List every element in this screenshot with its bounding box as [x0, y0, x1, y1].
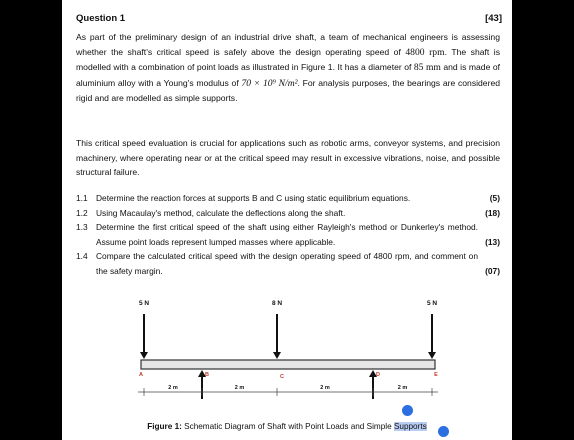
span-label: 2 m	[234, 385, 245, 391]
load-label: 5 N	[426, 300, 438, 307]
task-item	[76, 206, 500, 221]
task-marks: (18)	[485, 207, 500, 218]
span-label: 2 m	[168, 385, 178, 391]
question-marks: [43]	[485, 13, 502, 24]
point-label-d: D	[376, 372, 380, 378]
task-item	[76, 220, 500, 249]
youngs-modulus: 70 × 10⁹ N/m²	[241, 77, 298, 89]
document-page	[62, 0, 512, 440]
shaft-diagram	[62, 290, 512, 420]
intro-text-3: and is made of aluminium alloy with a Young's modulus of	[76, 62, 501, 88]
shaft-diameter: 85 mm	[413, 62, 441, 74]
task-number: 1.4	[76, 251, 88, 262]
selection-handle-end[interactable]	[438, 426, 449, 437]
load-arrow-head	[140, 352, 148, 359]
figure-caption-text: Schematic Diagram of Shaft with Point Loads and Simple	[181, 422, 394, 431]
task-list	[76, 191, 500, 279]
load-label: 5 N	[138, 300, 150, 307]
task-item	[76, 249, 500, 278]
task-number: 1.1	[76, 193, 88, 203]
intro-paragraph	[76, 30, 500, 106]
point-label-c: C	[280, 374, 284, 380]
task-number: 1.2	[76, 207, 88, 218]
figure-number: Figure 1:	[147, 422, 182, 431]
load-arrow-head	[428, 352, 436, 359]
task-text: Using Macaulay's method, calculate the deflections along the shaft.	[96, 207, 346, 218]
context-paragraph: This critical speed evaluation is crucial for applications such as robotic arms, conveyor systems, and precision machinery, where operating near or at the critical speed may result in excessive vibrations, noise, and possible structural failure.	[76, 138, 500, 178]
load-arrow-head	[273, 352, 281, 359]
task-number: 1.3	[76, 222, 88, 233]
intro-text-4: . For analysis purposes, the bearings are considered rigid and are modelled as simple supports.	[76, 77, 501, 104]
operating-speed: 4800 rpm	[405, 46, 445, 58]
point-label-e: E	[434, 372, 438, 378]
intro-text-2: . The shaft is modelled with a combination of point loads as illustrated in Figure 1. It has a diameter of	[76, 46, 501, 73]
span-label: 2 m	[397, 385, 408, 391]
point-label-b: B	[205, 372, 209, 378]
shaft-figure	[62, 290, 512, 440]
selected-text[interactable]: Supports	[393, 422, 427, 431]
question-title: Question 1	[76, 13, 126, 24]
span-label: 2 m	[320, 385, 330, 391]
task-text: Compare the calculated critical speed with the design operating speed of 4800 rpm, and comment on the safety margin.	[96, 251, 478, 276]
task-marks: (13)	[485, 236, 500, 247]
task-text: Determine the first critical speed of the shaft using either Rayleigh's method or Dunkerley's method. Assume point loads represent lumped masses where applicable.	[96, 222, 478, 247]
question-header	[76, 13, 502, 24]
point-label-a: A	[139, 372, 143, 378]
task-marks: (5)	[489, 193, 500, 203]
shaft-beam	[141, 360, 435, 369]
load-label: 8 N	[271, 300, 283, 307]
task-item	[76, 191, 500, 206]
task-marks: (07)	[485, 265, 500, 276]
intro-text-1: As part of the preliminary design of an industrial drive shaft, a team of mechanical engineers is assessing whether the shaft's critical speed is safely above the design operating speed of	[76, 32, 500, 57]
task-text: Determine the reaction forces at supports B and C using static equilibrium equations.	[96, 193, 411, 203]
selection-handle-start[interactable]	[402, 405, 413, 416]
